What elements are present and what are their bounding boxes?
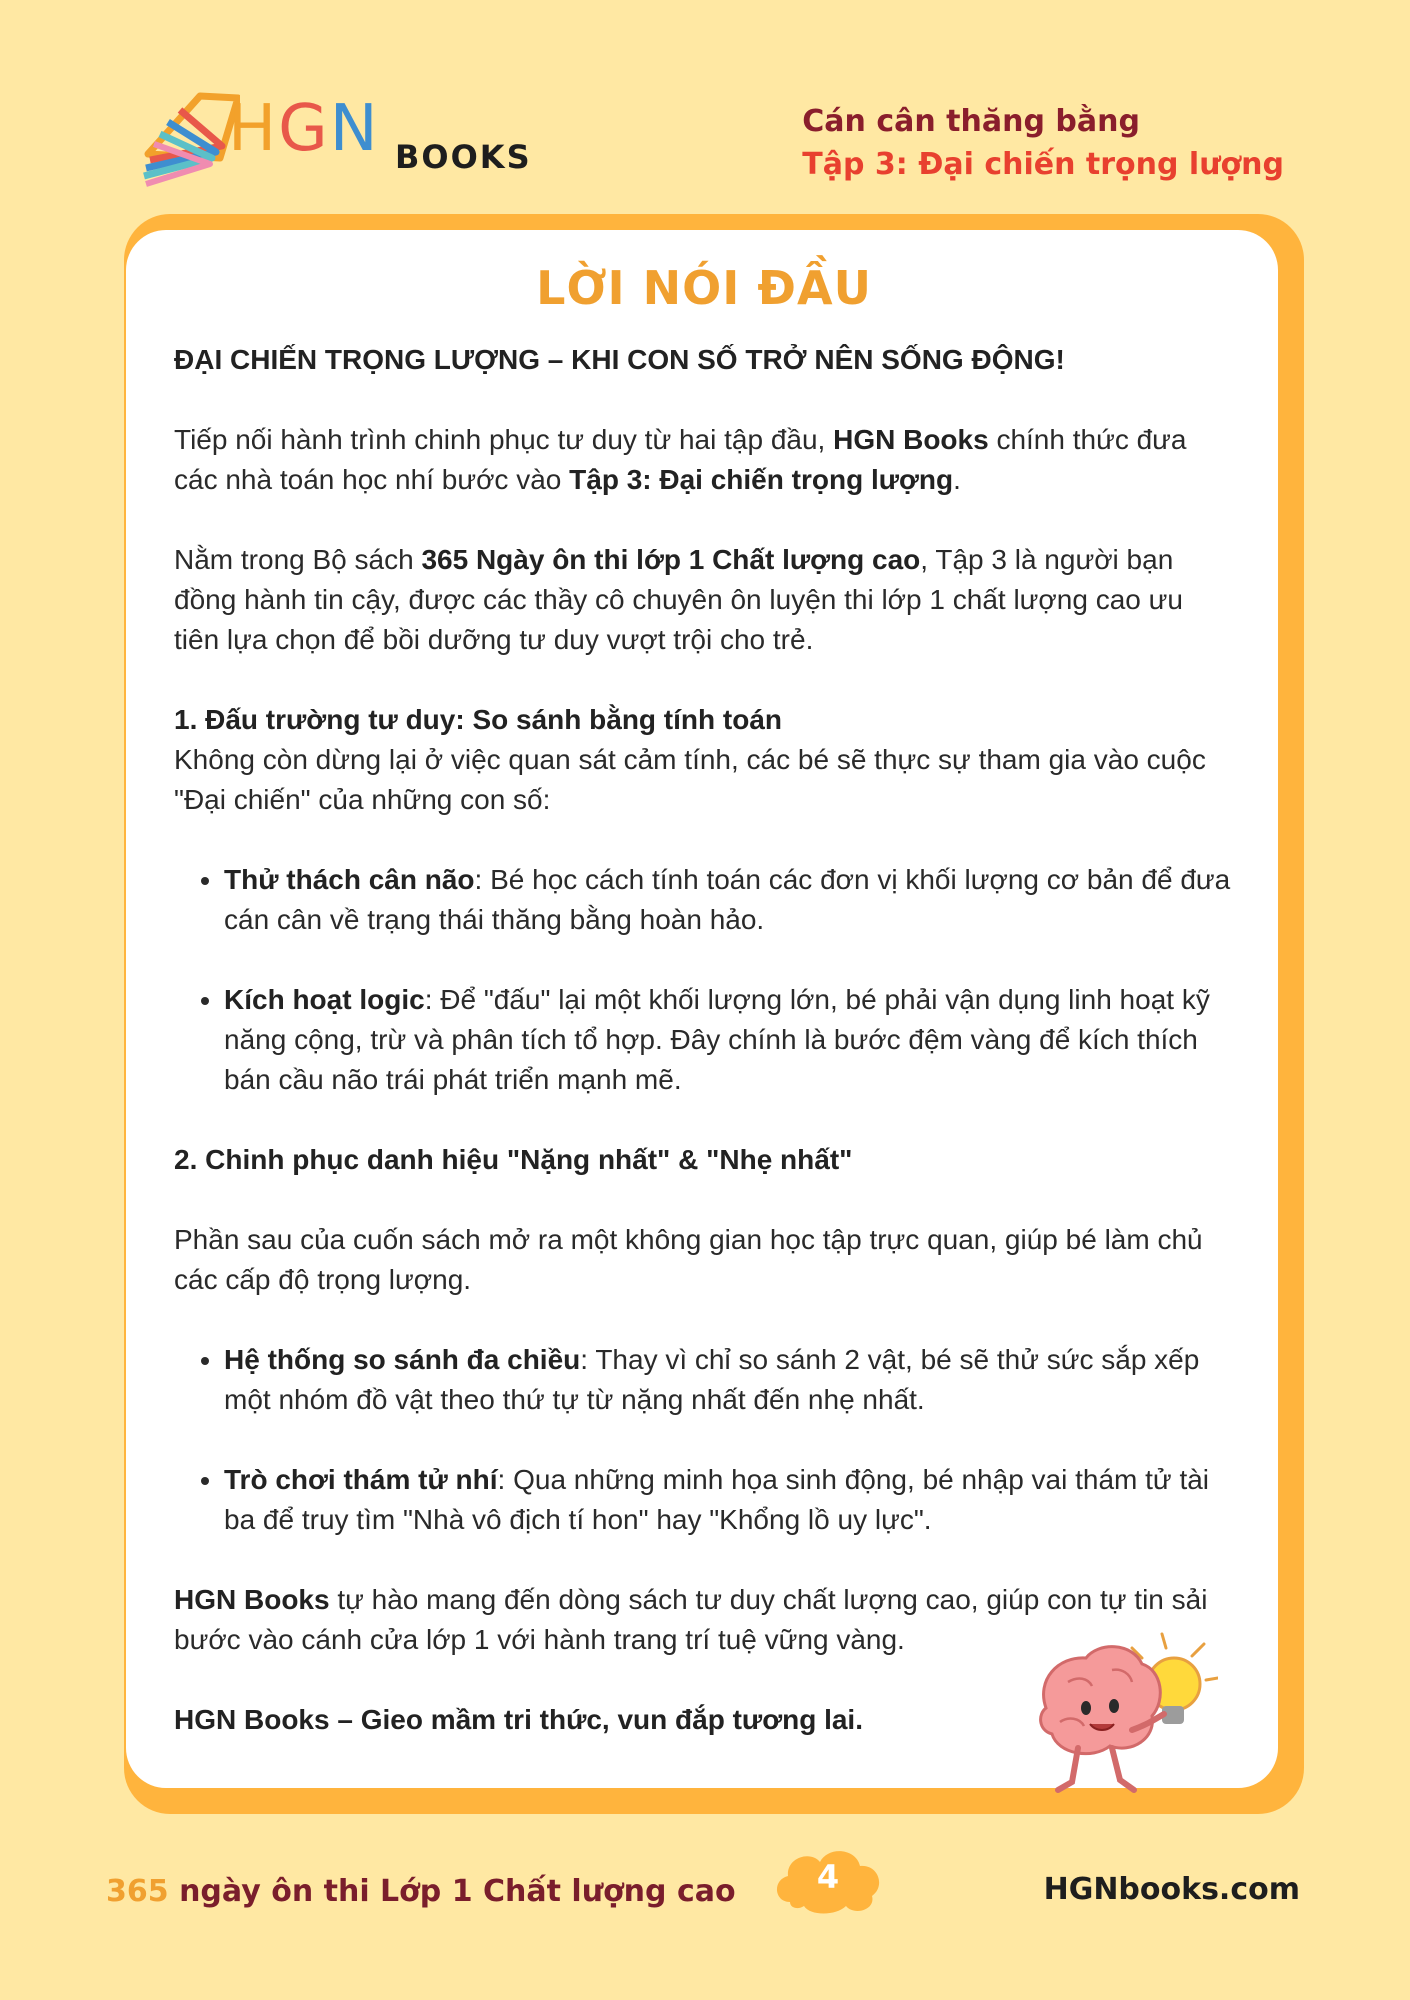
- page-number: 4: [816, 1858, 840, 1896]
- bullet-term: Kích hoạt logic: [224, 984, 425, 1015]
- page-badge: [770, 1844, 886, 1916]
- logo-books-text: BOOKS: [395, 138, 532, 176]
- intro-paragraph: [174, 420, 1234, 500]
- series-title: Cán cân thăng bằng: [802, 104, 1140, 139]
- brain-lightbulb-icon: [1028, 1630, 1218, 1810]
- section2-intro: Phần sau của cuốn sách mở ra một không gian học tập trực quan, giúp bé làm chủ các cấp độ trọng lượng.: [174, 1224, 1203, 1295]
- website-link[interactable]: HGNbooks.com: [1043, 1872, 1300, 1907]
- intro-part2: chính thức đưa các nhà toán học nhí bước vào: [174, 424, 1187, 495]
- section1-intro: Không còn dừng lại ở việc quan sát cảm tính, các bé sẽ thực sự tham gia vào cuộc "Đại chiến" của những con số:: [174, 744, 1206, 815]
- outro-text: tự hào mang đến dòng sách tư duy chất lượng cao, giúp con tự tin sải bước vào cánh cửa lớp 1 với hành trang trí tuệ vững vàng.: [174, 1584, 1208, 1655]
- series-paragraph: [174, 540, 1234, 660]
- bullet-text: : Thay vì chỉ so sánh 2 vật, bé sẽ thử sức sắp xếp một nhóm đồ vật theo thứ tự từ nặng nhất đến nhẹ nhất.: [224, 1344, 1200, 1415]
- hgn-logo: [140, 88, 560, 198]
- outro-brand: HGN Books: [174, 1584, 330, 1615]
- list-item: [224, 1460, 1234, 1540]
- footer-series: [106, 1874, 736, 1909]
- section2-heading: 2. Chinh phục danh hiệu "Nặng nhất" & "Nhẹ nhất": [174, 1144, 853, 1175]
- bullet-term: Thử thách cân não: [224, 864, 475, 895]
- intro-brand: HGN Books: [833, 424, 989, 455]
- series-name: 365 Ngày ôn thi lớp 1 Chất lượng cao: [421, 544, 921, 575]
- bullet-text: : Để "đấu" lại một khối lượng lớn, bé phải vận dụng linh hoạt kỹ năng cộng, trừ và phân tích tổ hợp. Đây chính là bước đệm vàng để kích thích bán cầu não trái phát triển mạnh mẽ.: [224, 984, 1210, 1095]
- section2-list: [174, 1340, 1234, 1540]
- logo-letter-g: G: [278, 92, 330, 166]
- list-item: [224, 1340, 1234, 1420]
- logo-letter-h: H: [228, 92, 279, 166]
- header-titles: [802, 104, 1284, 182]
- footer-text: ngày ôn thi Lớp 1 Chất lượng cao: [168, 1874, 736, 1909]
- logo-letter-n: N: [329, 92, 380, 166]
- section1-list: [174, 860, 1234, 1100]
- page-title: LỜI NÓI ĐẦU: [536, 261, 872, 315]
- footer-number: 365: [106, 1874, 169, 1909]
- intro-part1: Tiếp nối hành trình chinh phục tư duy từ hai tập đầu,: [174, 424, 834, 455]
- preface-content: [174, 258, 1234, 1740]
- series-part1: Nằm trong Bộ sách: [174, 544, 422, 575]
- volume-title: Tập 3: Đại chiến trọng lượng: [802, 147, 1284, 182]
- headline: ĐẠI CHIẾN TRỌNG LƯỢNG – KHI CON SỐ TRỞ NÊN SỐNG ĐỘNG!: [174, 344, 1065, 375]
- series-part2: , Tập 3 là người bạn đồng hành tin cậy, được các thầy cô chuyên ôn luyện thi lớp 1 chất lượng cao ưu tiên lựa chọn để bồi dưỡng tư duy vượt trội cho trẻ.: [174, 544, 1183, 655]
- preface-card: [126, 230, 1278, 1788]
- bullet-text: : Qua những minh họa sinh động, bé nhập vai thám tử tài ba để truy tìm "Nhà vô địch tí hon" hay "Khổng lồ uy lực".: [224, 1464, 1210, 1535]
- book-pages-icon: [140, 88, 240, 198]
- list-item: [224, 860, 1234, 940]
- logo-wordmark: [228, 92, 380, 166]
- intro-volume: Tập 3: Đại chiến trọng lượng: [569, 464, 954, 495]
- bullet-text: : Bé học cách tính toán các đơn vị khối lượng cơ bản để đưa cán cân về trạng thái thăng bằng hoàn hảo.: [224, 864, 1231, 935]
- intro-part3: .: [953, 464, 961, 495]
- section1-heading: 1. Đấu trường tư duy: So sánh bằng tính toán: [174, 704, 783, 735]
- closing-slogan: HGN Books – Gieo mầm tri thức, vun đắp tương lai.: [174, 1704, 863, 1735]
- list-item: [224, 980, 1234, 1100]
- bullet-term: Hệ thống so sánh đa chiều: [224, 1344, 581, 1375]
- bullet-term: Trò chơi thám tử nhí: [224, 1464, 498, 1495]
